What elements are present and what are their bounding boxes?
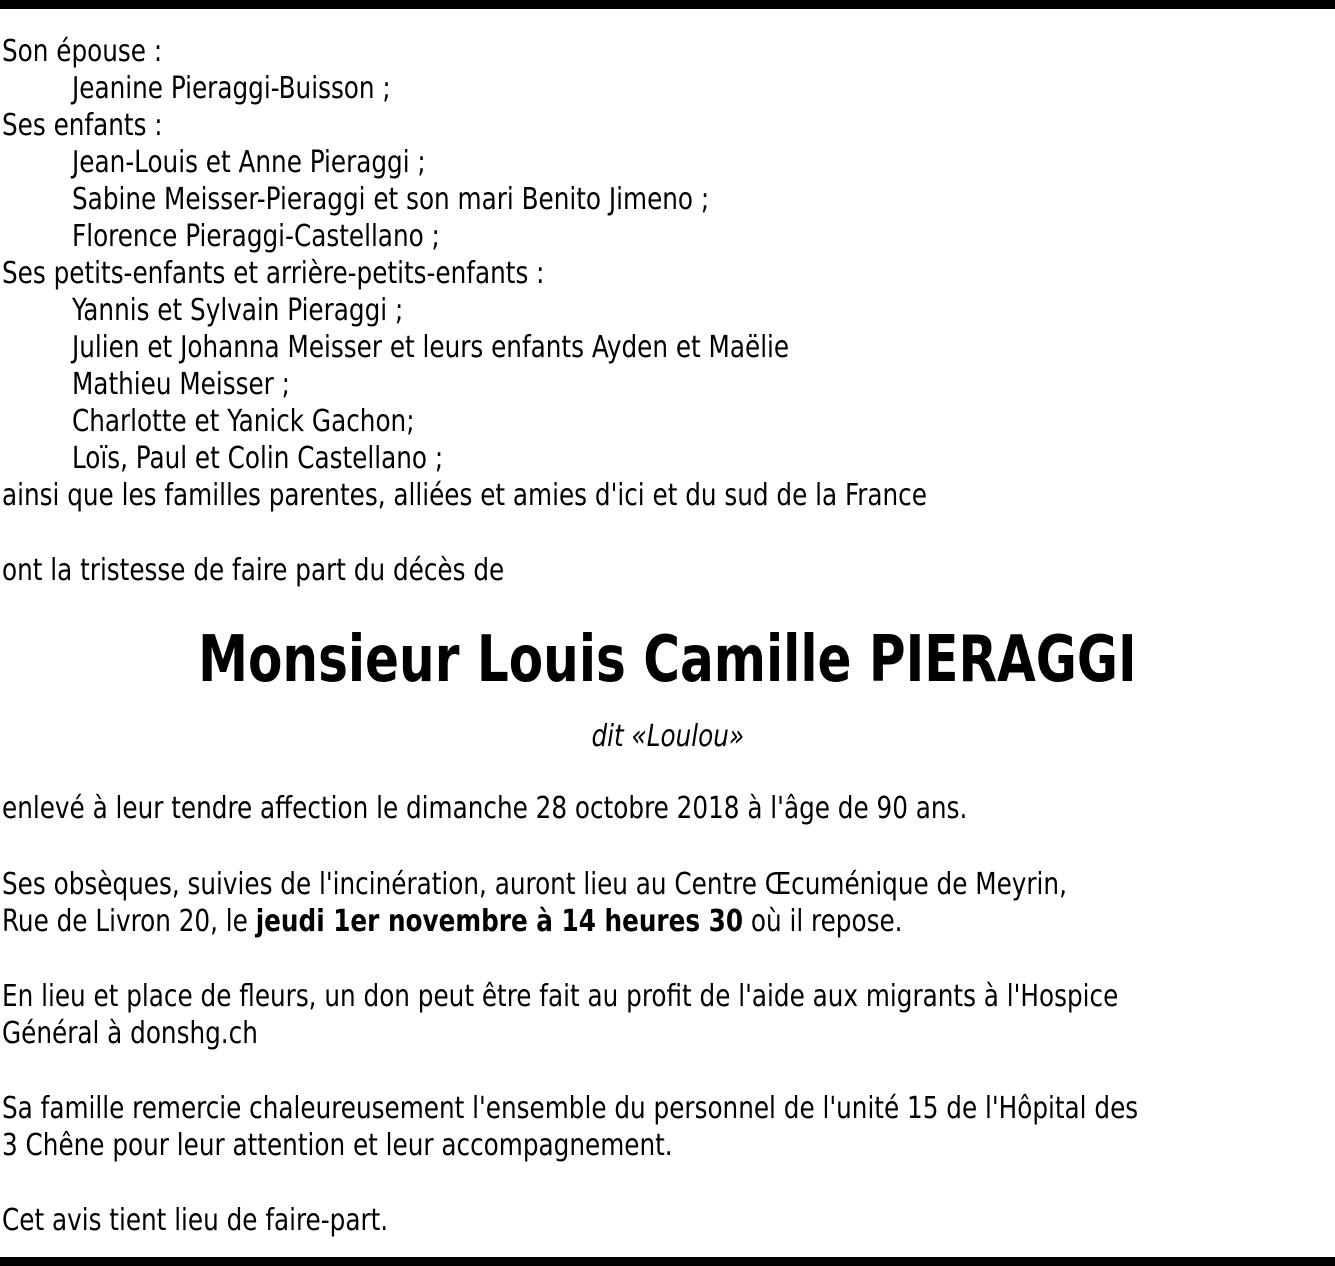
extended-family-line: ainsi que les familles parentes, alliées et amies d'ici et du sud de la France bbox=[2, 478, 927, 513]
deceased-name: Monsieur Louis Camille PIERAGGI bbox=[198, 623, 1137, 697]
funeral-datetime: jeudi 1er novembre à 14 heures 30 bbox=[255, 904, 744, 939]
closing-line: Cet avis tient lieu de faire-part. bbox=[2, 1203, 389, 1238]
spouse-name: Jeanine Pieraggi-Buisson ; bbox=[72, 71, 391, 106]
funeral-suffix: où il repose. bbox=[743, 904, 903, 939]
grandchild-line: Mathieu Meisser ; bbox=[72, 367, 290, 402]
children-heading: Ses enfants : bbox=[2, 108, 163, 143]
grandchild-line: Loïs, Paul et Colin Castellano ; bbox=[72, 441, 444, 476]
spouse-heading: Son épouse : bbox=[2, 34, 163, 69]
top-rule bbox=[0, 0, 1335, 9]
grandchild-line: Charlotte et Yanick Gachon; bbox=[72, 404, 415, 439]
announcement-line: ont la tristesse de faire part du décès de bbox=[2, 553, 505, 588]
grandchildren-heading: Ses petits-enfants et arrière-petits-enfants : bbox=[2, 256, 545, 291]
child-line: Sabine Meisser-Pieraggi et son mari Benito Jimeno ; bbox=[72, 182, 710, 217]
donation-line-2: Général à donshg.ch bbox=[2, 1016, 258, 1051]
child-line: Jean-Louis et Anne Pieraggi ; bbox=[72, 145, 426, 180]
grandchild-line: Yannis et Sylvain Pieraggi ; bbox=[72, 293, 404, 328]
funeral-line-2 bbox=[2, 903, 902, 940]
thanks-line-1: Sa famille remercie chaleureusement l'ensemble du personnel de l'unité 15 de l'Hôpital des bbox=[2, 1091, 1139, 1126]
donation-line-1: En lieu et place de fleurs, un don peut être fait au profit de l'aide aux migrants à l'Hospice bbox=[2, 979, 1119, 1014]
deceased-nickname: dit «Loulou» bbox=[591, 719, 744, 754]
death-line: enlevé à leur tendre affection le dimanche 28 octobre 2018 à l'âge de 90 ans. bbox=[2, 791, 968, 826]
funeral-line-1: Ses obsèques, suivies de l'incinération, auront lieu au Centre Œcuménique de Meyrin, bbox=[2, 867, 1067, 902]
bottom-rule bbox=[0, 1257, 1335, 1266]
grandchild-line: Julien et Johanna Meisser et leurs enfants Ayden et Maëlie bbox=[72, 330, 790, 365]
funeral-prefix: Rue de Livron 20, le bbox=[2, 904, 256, 939]
child-line: Florence Pieraggi-Castellano ; bbox=[72, 219, 440, 254]
thanks-line-2: 3 Chêne pour leur attention et leur accompagnement. bbox=[2, 1128, 673, 1163]
